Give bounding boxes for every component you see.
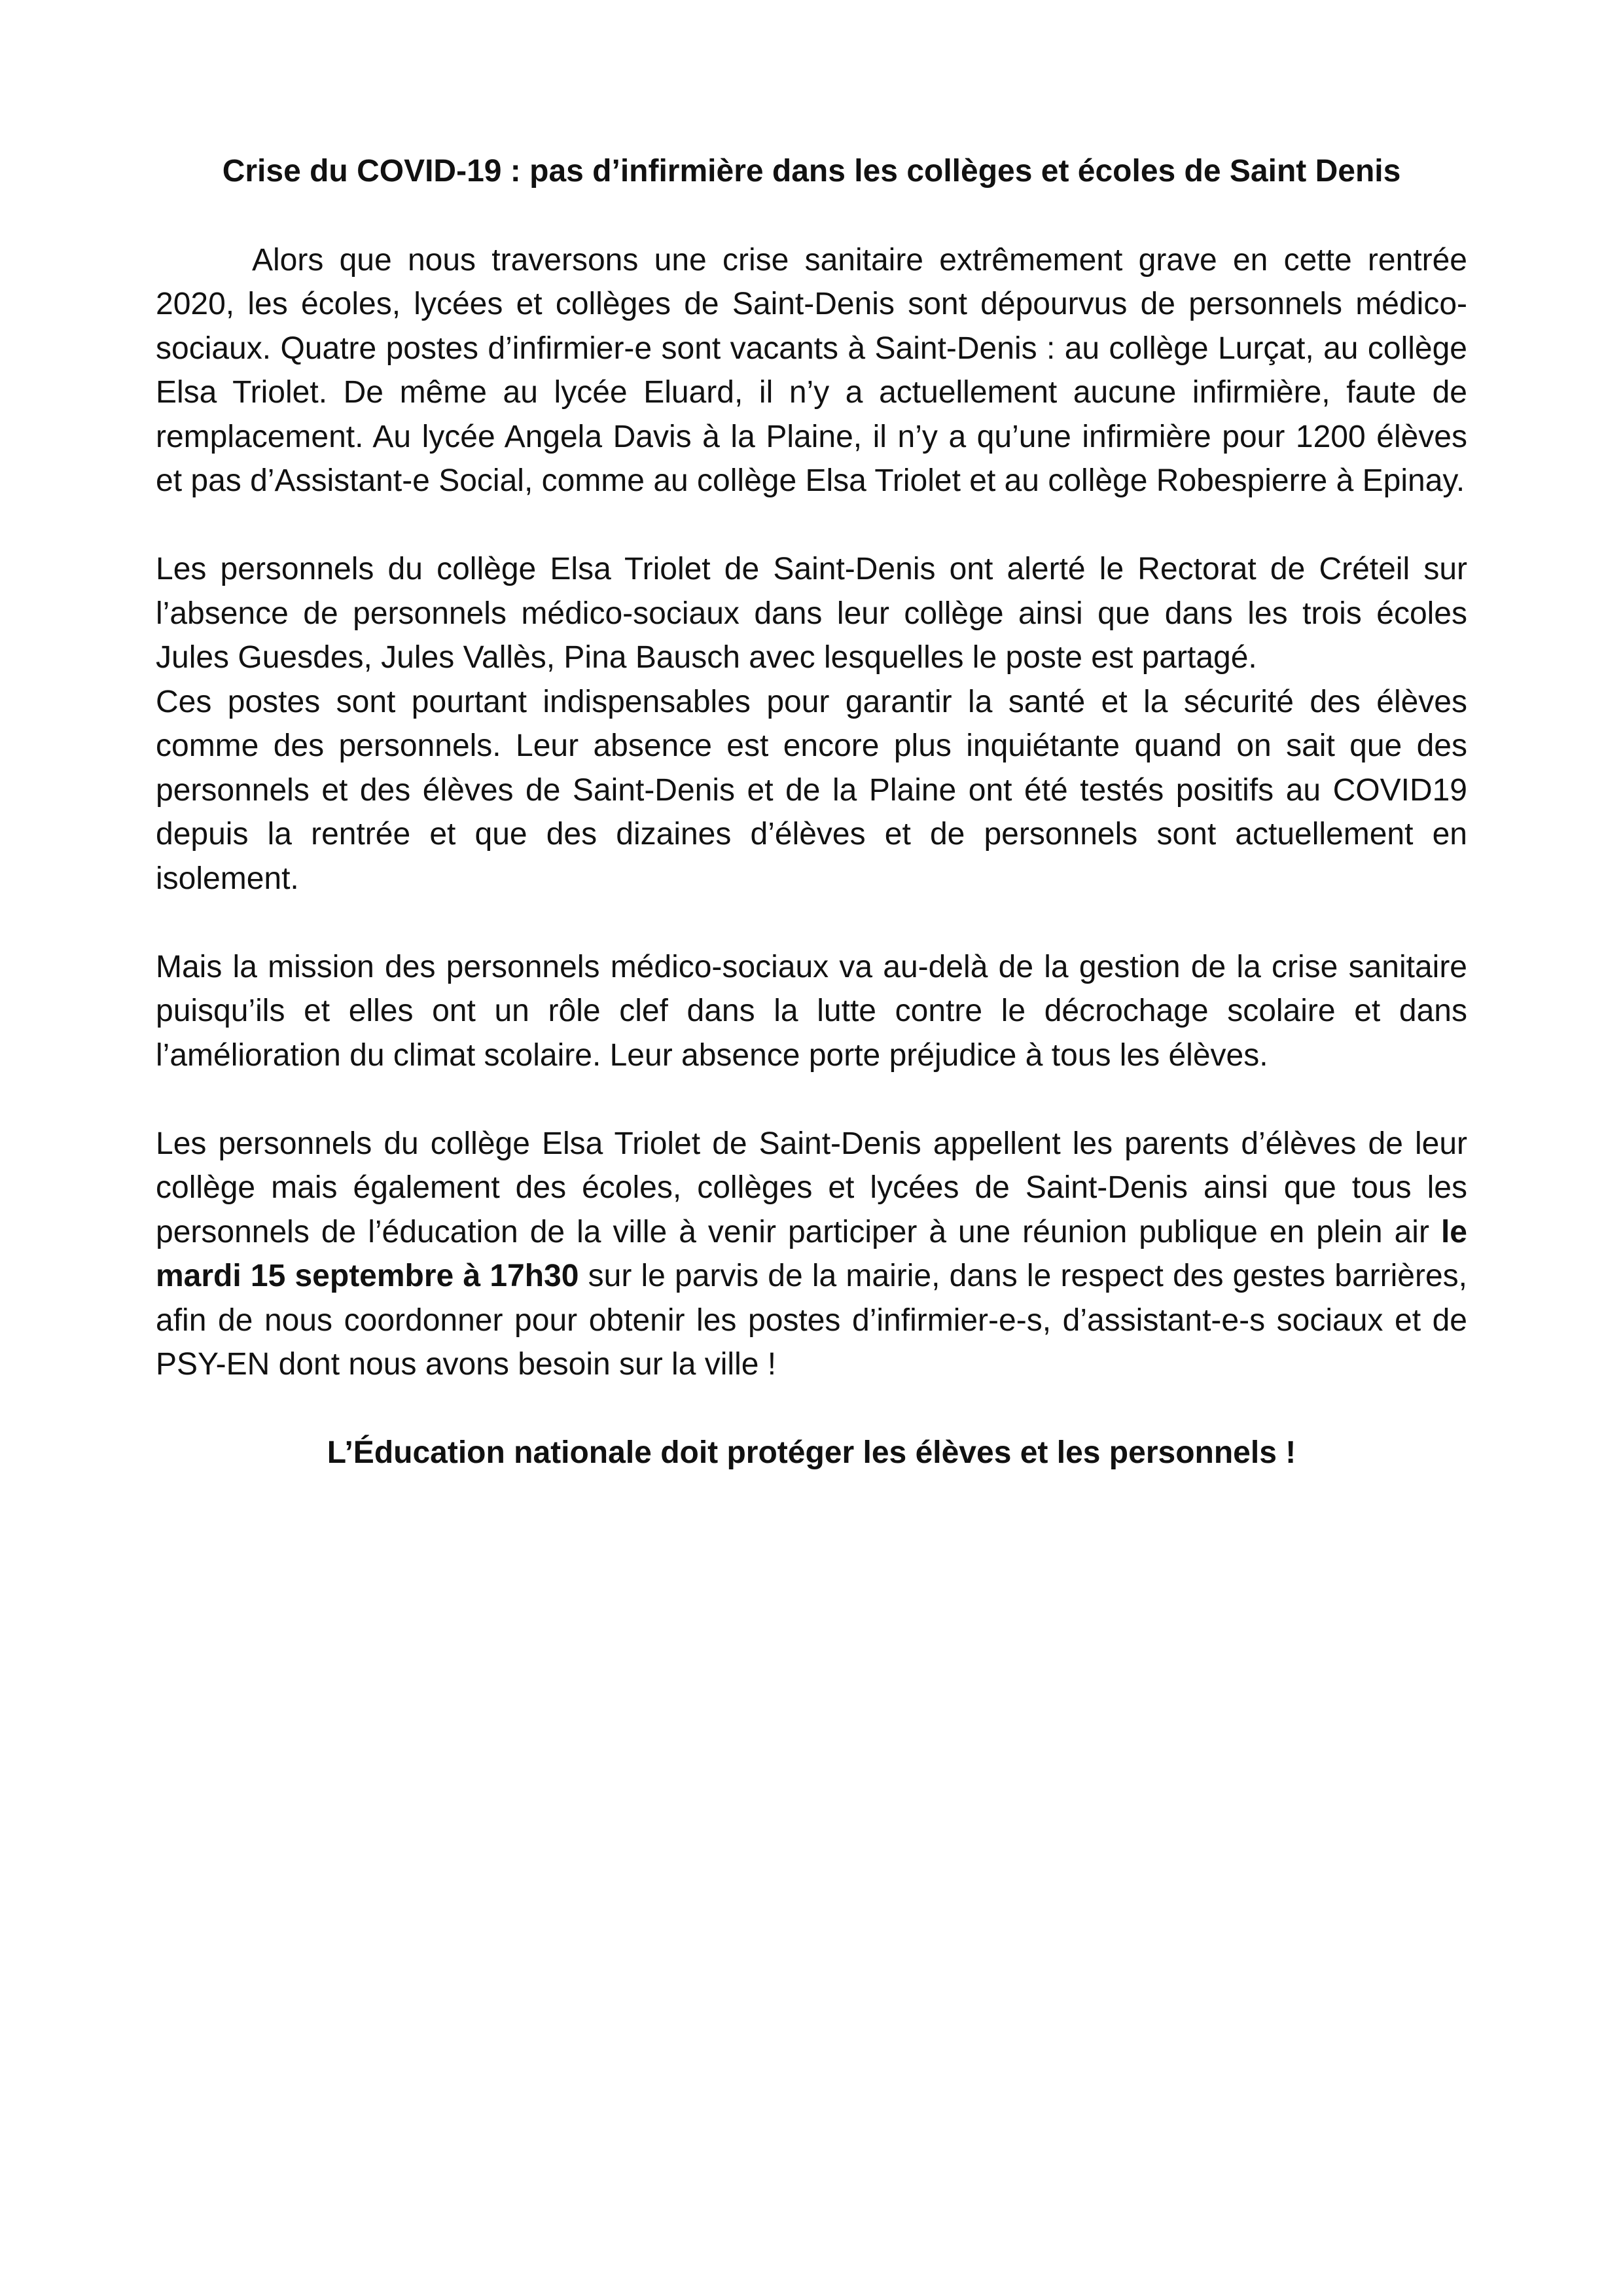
call-text-before: Les personnels du collège Elsa Triolet de Saint-Denis appellent les parents d’élèves de leur collège mais également des écoles, collèges et lycées de Saint-Denis ainsi que tous les personnels de l’éducation de la ville à venir participer à une réunion publique en plein air — [156, 1126, 1467, 1249]
document-body — [156, 149, 1467, 1475]
meeting-date: le mardi 15 septembre à 17h30 — [156, 1214, 1467, 1293]
paragraph-call — [156, 1122, 1467, 1387]
paragraph-alert: Les personnels du collège Elsa Triolet de Saint-Denis ont alerté le Rectorat de Créteil sur l’absence de personnels médico-sociaux dans leur collège ainsi que dans les trois écoles Jules Guesdes, Jules Vallès, Pina Bausch avec lesquelles le poste est partagé. — [156, 552, 1467, 675]
document-title: Crise du COVID-19 : pas d’infirmière dans les collèges et écoles de Saint Denis — [222, 154, 1401, 188]
closing-statement: L’Éducation nationale doit protéger les élèves et les personnels ! — [327, 1435, 1296, 1470]
call-text-after: sur le parvis de la mairie, dans le respect des gestes barrières, afin de nous coordonner pour obtenir les postes d’infirmier-e-s, d’assistant-e-s sociaux et de PSY-EN dont nous avons besoin sur la ville ! — [156, 1259, 1467, 1382]
paragraph-situation: Alors que nous traversons une crise sanitaire extrêmement grave en cette rentrée 2020, les écoles, lycées et collèges de Saint-Denis sont dépourvus de personnels médico-sociaux. Quatre postes d’infirmier-e sont vacants à Saint-Denis : au collège Lurçat, au collège Elsa Triolet. De même au lycée Eluard, il n’y a actuellement aucune infirmière, faute de remplacement. Au lycée Angela Davis à la Plaine, il n’y a qu’une infirmière pour 1200 élèves et pas d’Assistant-e Social, comme au collège Elsa Triolet et au collège Robespierre à Epinay. — [156, 242, 1467, 498]
paragraph-necessity: Ces postes sont pourtant indispensables pour garantir la santé et la sécurité des élèves comme des personnels. Leur absence est encore plus inquiétante quand on sait que des personnels et des élèves de Saint-Denis et de la Plaine ont été testés positifs au COVID19 depuis la rentrée et que des dizaines d’élèves et de personnels sont actuellement en isolement. — [156, 684, 1467, 896]
paragraph-mission: Mais la mission des personnels médico-sociaux va au-delà de la gestion de la crise sanitaire puisqu’ils et elles ont un rôle clef dans la lutte contre le décrochage scolaire et dans l’amélioration du climat scolaire. Leur absence porte préjudice à tous les élèves. — [156, 949, 1467, 1073]
